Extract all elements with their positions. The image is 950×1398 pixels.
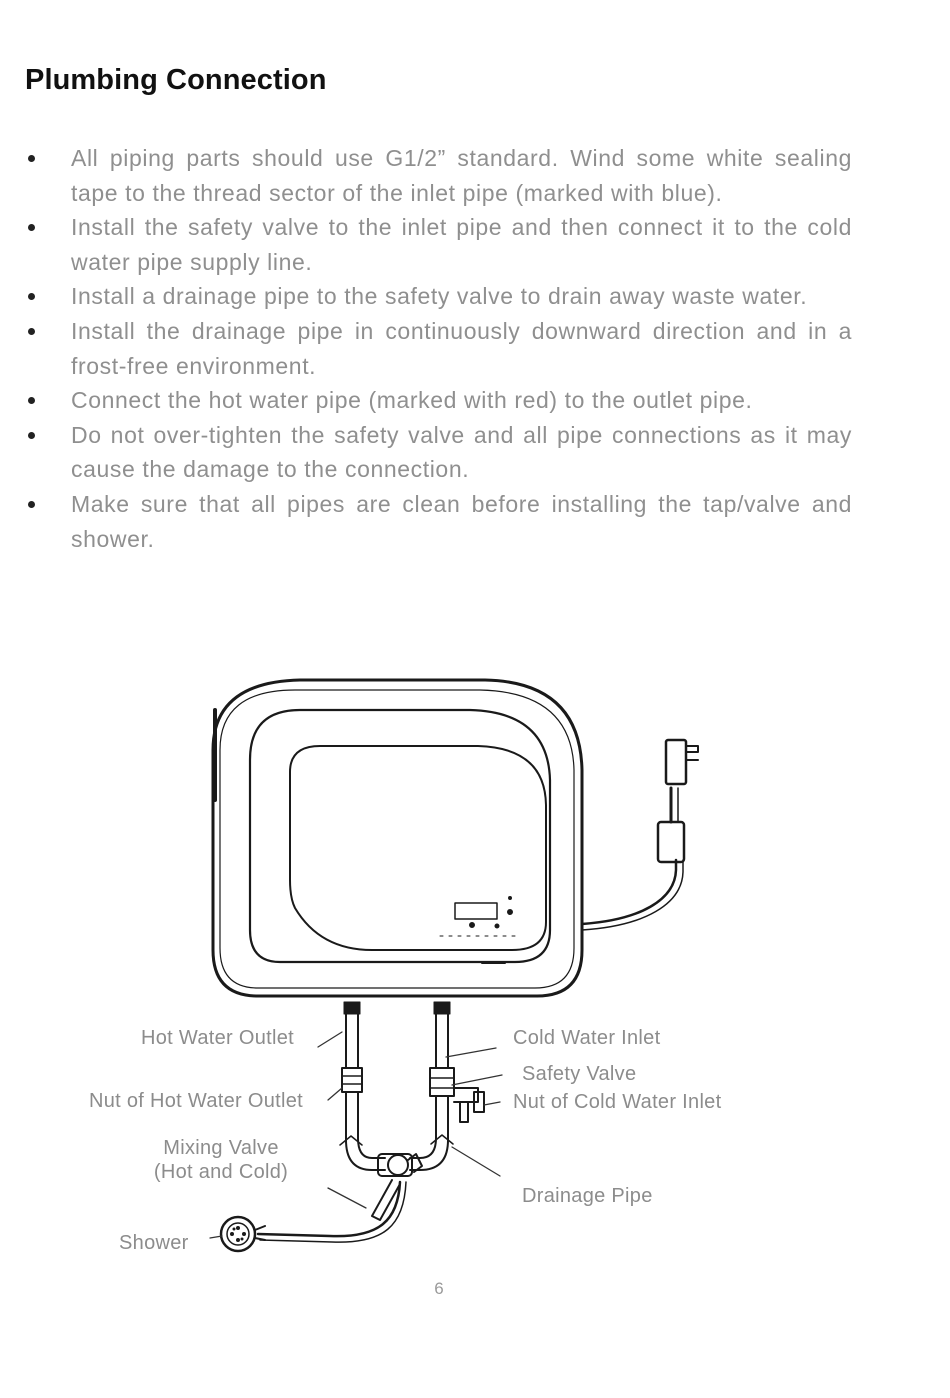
nut-cold-water-inlet-label: Nut of Cold Water Inlet: [513, 1091, 722, 1113]
list-item: [0, 383, 852, 418]
shower-assembly: [221, 1182, 406, 1251]
list-item-text: Connect the hot water pipe (marked with red) to the outlet pipe.: [71, 387, 753, 414]
bullet-icon: [28, 328, 35, 335]
hot-water-pipe: [340, 1002, 385, 1170]
bullet-icon: [28, 432, 35, 439]
list-item: [0, 210, 852, 279]
list-item-text: Install the safety valve to the inlet pipe and then connect it to the cold water pipe supply line.: [71, 214, 852, 275]
drainage-pipe-label: Drainage Pipe: [522, 1185, 653, 1207]
power-cable: [582, 740, 698, 930]
bullet-icon: [28, 155, 35, 162]
list-item: [0, 279, 852, 314]
mixing-valve: [372, 1154, 422, 1220]
hot-water-outlet-label: Hot Water Outlet: [141, 1027, 294, 1049]
heater-body: [213, 680, 582, 996]
mixing-valve-label: [140, 1136, 302, 1184]
safety-valve-label: Safety Valve: [522, 1063, 637, 1085]
shower-label: Shower: [119, 1232, 189, 1254]
bullet-icon: [28, 501, 35, 508]
mixing-valve-label-line2: (Hot and Cold): [153, 1161, 289, 1183]
list-item: [0, 418, 852, 487]
list-item: [0, 314, 852, 383]
bullet-icon: [28, 224, 35, 231]
control-panel: [440, 897, 520, 937]
leader-lines: [210, 1032, 502, 1238]
nut-hot-water-outlet-label: Nut of Hot Water Outlet: [89, 1090, 304, 1112]
list-item-text: Do not over-tighten the safety valve and all pipe connections as it may cause the damage to the connection.: [71, 421, 852, 483]
bullet-icon: [28, 293, 35, 300]
list-item: [0, 141, 852, 210]
cold-water-pipe: [410, 1002, 484, 1170]
water-heater-diagram: [0, 660, 950, 1260]
mixing-valve-label-line1: Mixing Valve: [163, 1137, 279, 1159]
cold-water-inlet-label: Cold Water Inlet: [513, 1027, 661, 1049]
list-item-text: Make sure that all pipes are clean before installing the tap/valve and shower.: [71, 490, 852, 552]
list-item-text: Install a drainage pipe to the safety valve to drain away waste water.: [71, 283, 808, 310]
page-title: Plumbing Connection: [25, 64, 327, 96]
page-number: 6: [434, 1279, 444, 1298]
list-item: [0, 487, 852, 556]
list-item-text: All piping parts should use G1/2” standard. Wind some white sealing tape to the thread sector of the inlet pipe (marked with blue).: [71, 145, 852, 206]
instruction-list: [0, 141, 950, 556]
bullet-icon: [28, 397, 35, 404]
list-item-text: Install the drainage pipe in continuously downward direction and in a frost-free environment.: [71, 317, 852, 379]
